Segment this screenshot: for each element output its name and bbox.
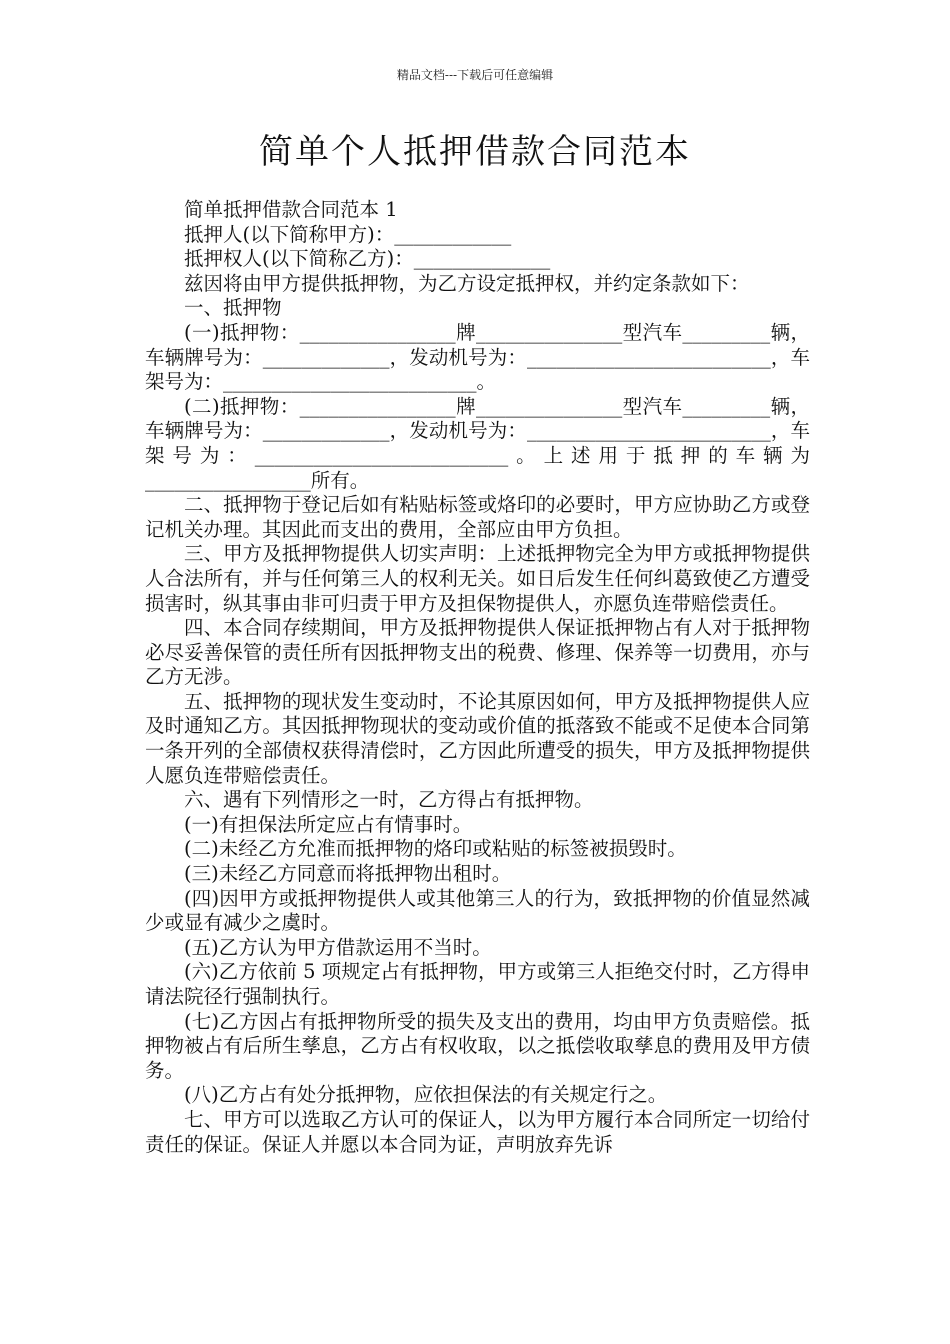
paragraph: 三、甲方及抵押物提供人切实声明：上述抵押物完全为甲方或抵押物提供人合法所有，并与任何第三人的权利无关。如日后发生任何纠葛致使乙方遭受损害时，纵其事由非可归责于甲方及担保物提供人，亦愿负连带赔偿责任。	[145, 542, 810, 615]
paragraph: (一)有担保法所定应占有情事时。	[184, 812, 473, 836]
document-title: 简单个人抵押借款合同范本	[259, 132, 691, 172]
paragraph: 四、本合同存续期间，甲方及抵押物提供人保证抵押物占有人对于抵押物必尽妥善保管的责任所有因抵押物支出的税费、修理、保养等一切费用，亦与乙方无涉。	[145, 616, 810, 689]
paragraph: (三)未经乙方同意而将抵押物出租时。	[184, 862, 512, 886]
paragraph: (八)乙方占有处分抵押物，应依担保法的有关规定行之。	[184, 1083, 668, 1107]
paragraph: (六)乙方依前 5 项规定占有抵押物，甲方或第三人拒绝交付时，乙方得申请法院径行强制执行。	[145, 960, 810, 1008]
document-body	[145, 198, 810, 1157]
header-note: 精品文档---下载后可任意编辑	[396, 68, 554, 82]
paragraph: 一、抵押物	[184, 296, 282, 320]
paragraph: (二)抵押物：________________牌_______________型汽车_________辆，车辆牌号为：_____________，发动机号为：_________________________，车架号为：__________________________。上述用于抵押的车辆为_________________所有。	[145, 394, 810, 492]
paragraph: (七)乙方因占有抵押物所受的损失及支出的费用，均由甲方负责赔偿。抵押物被占有后所生孳息，乙方占有权收取，以之抵偿收取孳息的费用及甲方债务。	[145, 1009, 810, 1082]
paragraph: (一)抵押物：________________牌_______________型汽车_________辆，车辆牌号为：_____________，发动机号为：_________________________，车架号为：__________________________。	[145, 320, 810, 394]
paragraph: 兹因将由甲方提供抵押物，为乙方设定抵押权，并约定条款如下：	[184, 271, 750, 295]
paragraph: 简单抵押借款合同范本 1	[184, 198, 398, 221]
paragraph: 七、甲方可以选取乙方认可的保证人，以为甲方履行本合同所定一切给付责任的保证。保证人并愿以本合同为证，声明放弃先诉	[145, 1107, 810, 1156]
paragraph: (二)未经乙方允准而抵押物的烙印或粘贴的标签被损毁时。	[184, 837, 687, 861]
paragraph: (五)乙方认为甲方借款运用不当时。	[184, 935, 492, 959]
paragraph: 抵押人(以下简称甲方)：____________	[184, 222, 512, 246]
paragraph: 五、抵押物的现状发生变动时，不论其原因如何，甲方及抵押物提供人应及时通知乙方。其因抵押物现状的变动或价值的抵落致不能或不足使本合同第一条开列的全部债权获得清偿时，乙方因此所遭受的损失，甲方及抵押物提供人愿负连带赔偿责任。	[145, 689, 810, 787]
paragraph: (四)因甲方或抵押物提供人或其他第三人的行为，致抵押物的价值显然减少或显有减少之虞时。	[145, 886, 810, 935]
paragraph: 二、抵押物于登记后如有粘贴标签或烙印的必要时，甲方应协助乙方或登记机关办理。其因此而支出的费用，全部应由甲方负担。	[145, 493, 810, 541]
paragraph: 六、遇有下列情形之一时，乙方得占有抵押物。	[184, 788, 594, 812]
paragraph: 抵押权人(以下简称乙方)：______________	[184, 247, 551, 271]
